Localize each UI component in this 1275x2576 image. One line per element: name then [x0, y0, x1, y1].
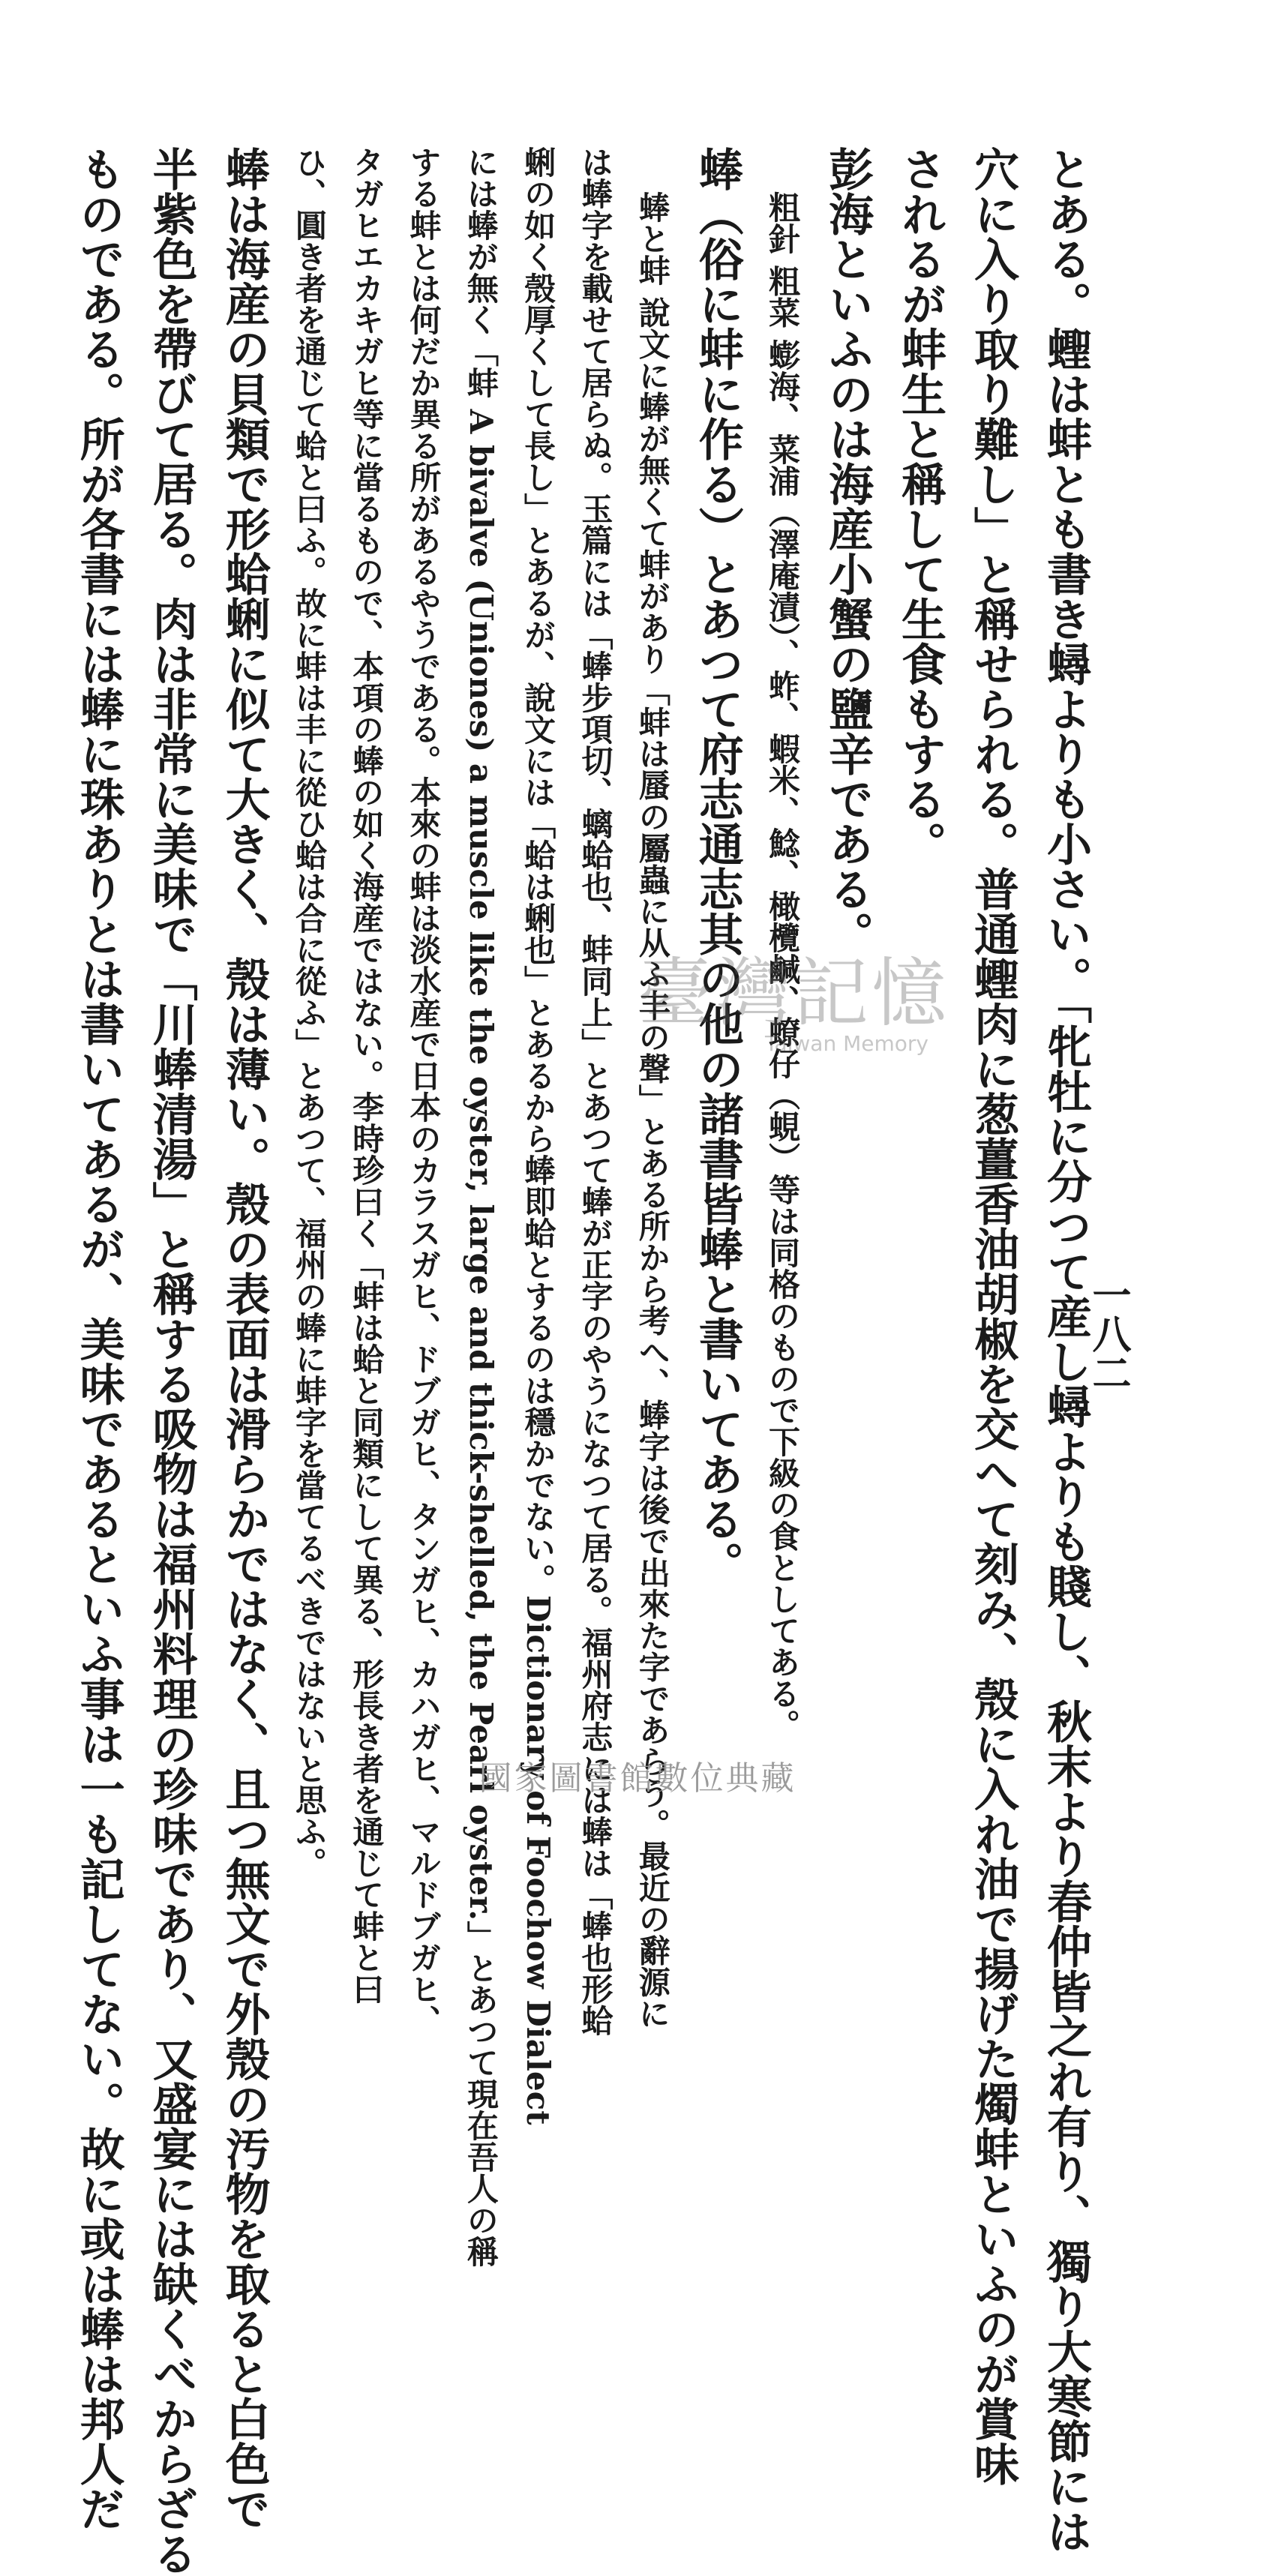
footer-credit: 國家圖書館數位典藏 [478, 1759, 796, 1798]
text-column: 穴に入り取り難し」と稱せられる。普通蟶肉に葱薑香油胡椒を交へて刻み、殼に入れ油で揚げた燭蚌といふのが賞味 [967, 146, 1019, 2486]
text-column: ものである。所が各書には蜯に珠ありとは書いてあるが、美味であるといふ事は一も記してない。故に或は蜯は邦人だ [72, 146, 125, 2531]
text-column: 蜊の如く殼厚くして長し」とあるが、說文には「蛤は蜊也」とあるから蜯即蛤とするのは穩かでない。Dictionary of Foochow Dialect [520, 146, 557, 2125]
page-number: 一八二 [1085, 1275, 1131, 1392]
watermark-subtitle: Taiwan Memory [765, 1031, 928, 1056]
text-column: 蜯と蚌 說文に蜯が無くて蚌があり「蚌は蜃の屬蟲に从ふ丰の聲」とある所から考へ、蜯字は後で出來た字であらう。最近の辭源に [634, 191, 671, 2029]
text-column: 蜯（俗に蚌に作る）とあつて府志通志其の他の諸書皆蜯と書いてある。 [691, 146, 744, 1586]
text-column: 彭海といふのは海産小蟹の鹽辛である。 [821, 146, 874, 956]
text-column: する蚌とは何だか異る所があるやうである。本來の蚌は淡水産で日本のカラスガヒ、ドブガヒ、タンガヒ、カハガヒ、マルドブガヒ、 [405, 146, 442, 2036]
watermark-title: 臺灣記憶 [638, 949, 950, 1037]
text-column: 蜯は海産の貝類で形蛤蜊に似て大きく、殼は薄い。殼の表面は滑らかではなく、且つ無文で外殼の汚物を取ると白色で [218, 146, 271, 2531]
text-column: ひ、圓き者を通じて蛤と曰ふ。故に蚌は丰に從ひ蛤は合に從ふ」とあつて、福州の蜯に蚌字を當てるべきではないと思ふ。 [290, 146, 328, 1879]
text-column: とある。蟶は蚌とも書き蟳よりも小さい。「牝牡に分つて産し蟳よりも賤し、秋末より春仲皆之れ有り、獨り大寒節には [1040, 146, 1092, 2554]
text-column: 半紫色を帶びて居る。肉は非常に美味で「川蜯清湯」と稱する吸物は福州料理の珍味であり、又盛宴には缺くべからざる [145, 146, 198, 2576]
text-column: には蜯が無く「蚌 A bivalve (Uniones) a muscle like the oyster, large and thick-shelled, the Pearl oyster.」とあつて現在吾人の稱 [462, 146, 500, 2267]
text-column: タガヒエカキガヒ等に當るもので、本項の蜯の如く海産ではない。李時珍曰く「蚌は蛤と同類にして異る、形長き者を通じて蚌と曰 [348, 146, 386, 2005]
text-column: は蜯字を載せて居らぬ。玉篇には「蜯步項切、螭蛤也、蚌同上」とあつて蜯が正字のやうになつて居る。福州府志には蜯は「蜯也形蛤 [577, 146, 614, 2036]
text-column: されるが蚌生と稱して生食もする。 [894, 146, 946, 866]
text-column: 粗針 粗菜 蟛海、菜浦（澤庵漬）、蚱、蝦米、鯰、橄欖鹹、蟟仔（蜆）等は同格のもので下級の食としてある。 [764, 191, 801, 1741]
